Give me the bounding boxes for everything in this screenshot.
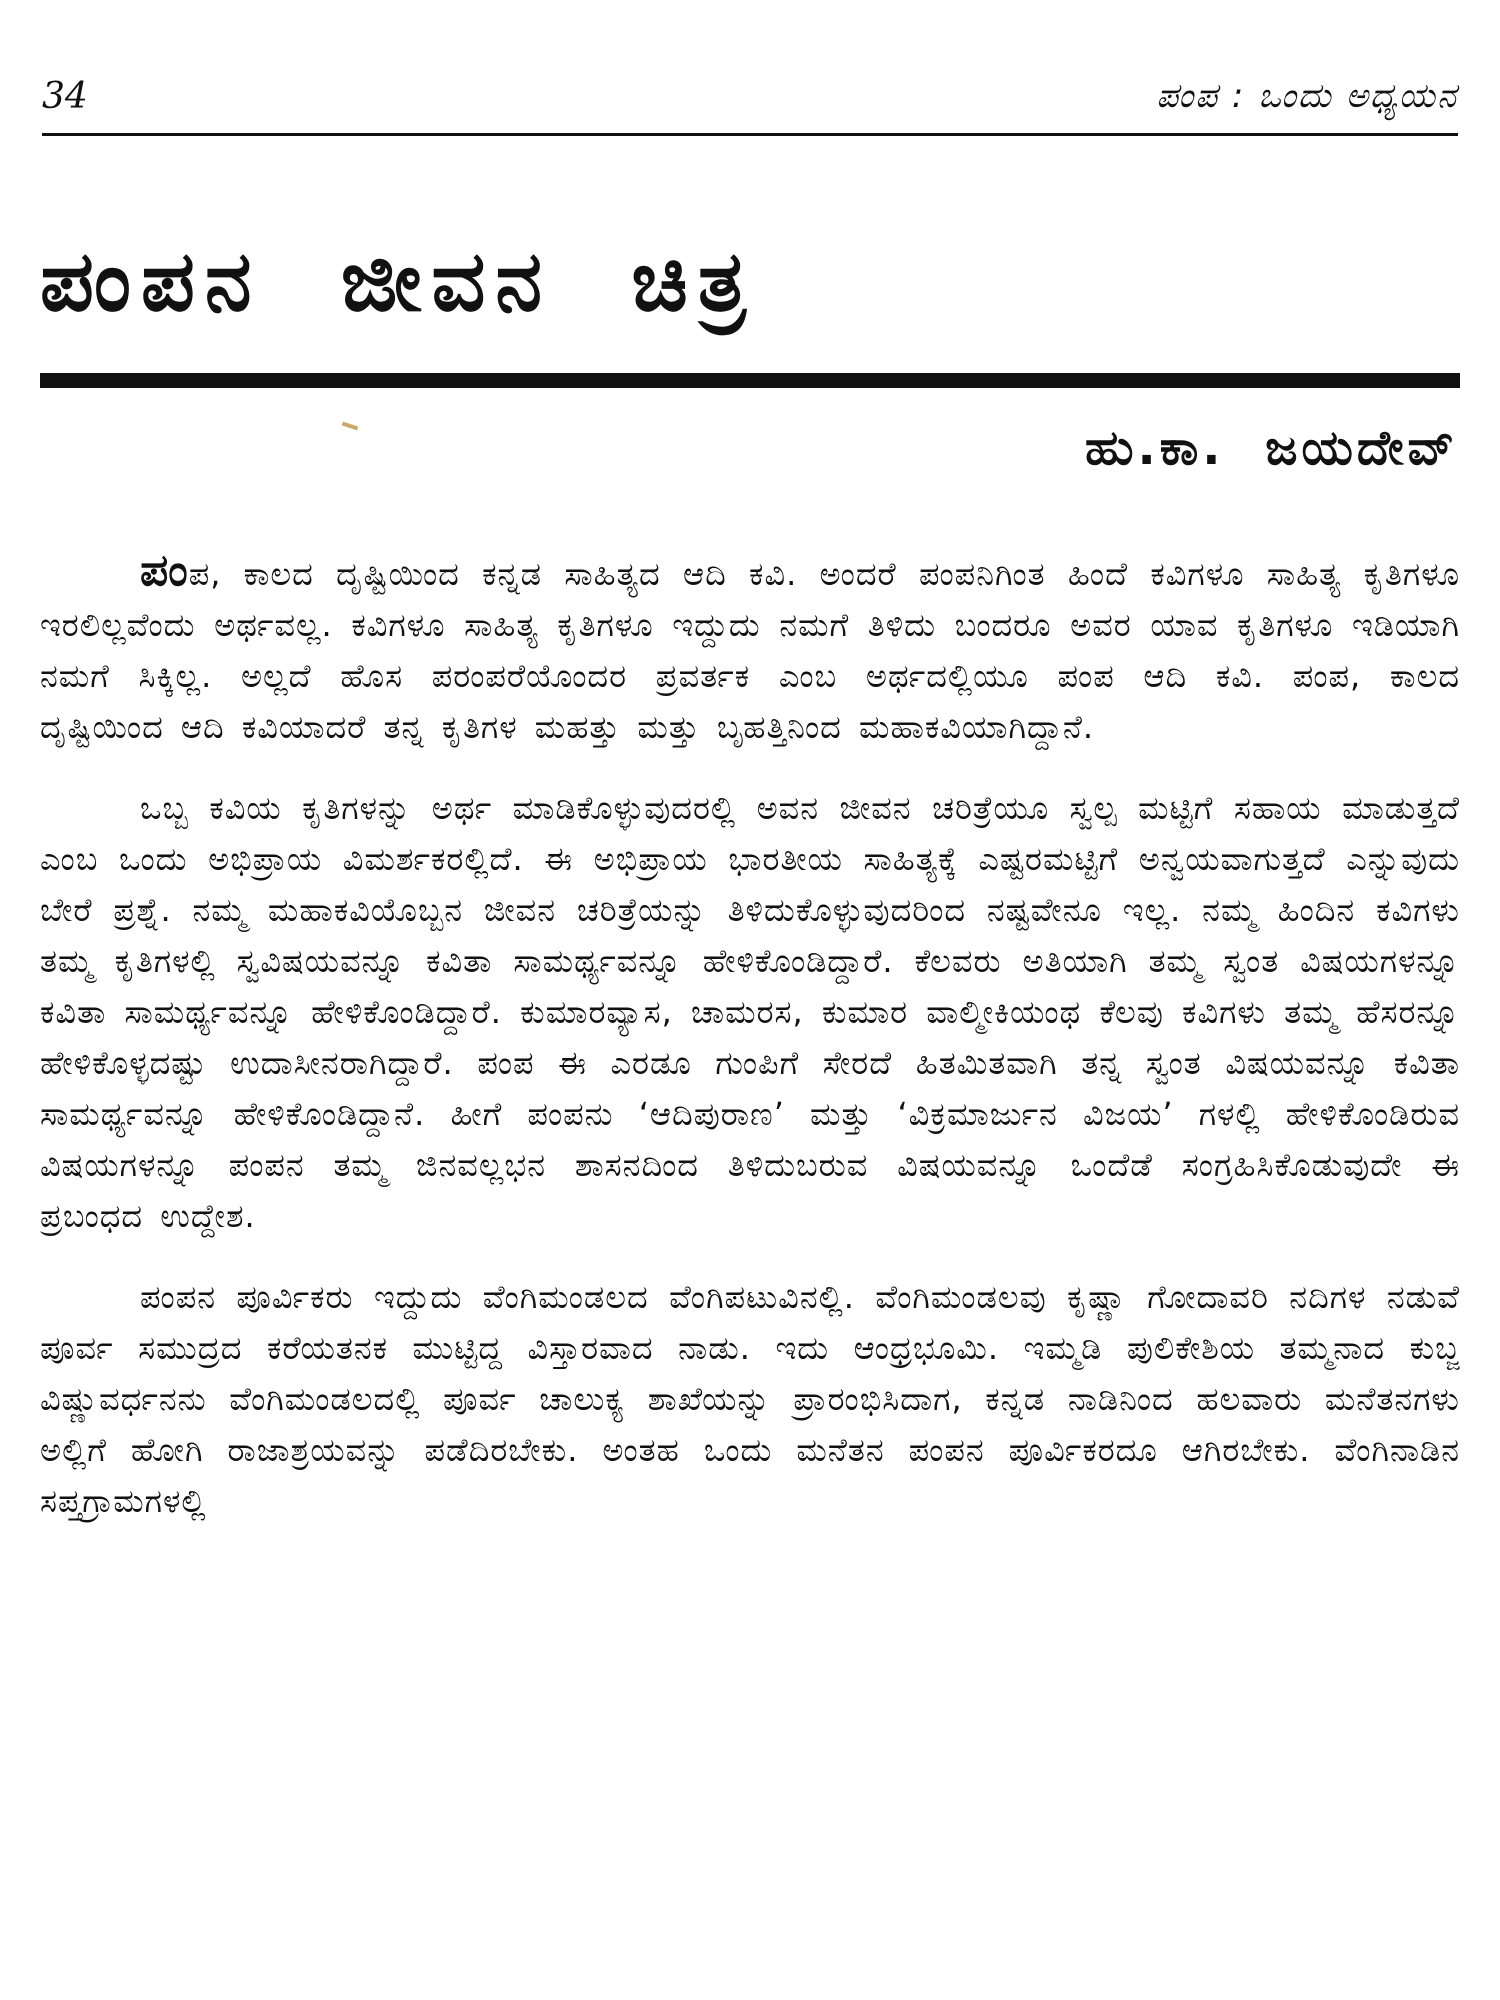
page-number: 34	[42, 76, 88, 117]
print-speck	[342, 422, 358, 431]
paragraph-2: ಒಬ್ಬ ಕವಿಯ ಕೃತಿಗಳನ್ನು ಅರ್ಥ ಮಾಡಿಕೊಳ್ಳುವುದರಲ್ಲಿ ಅವನ ಜೀವನ ಚರಿತ್ರೆಯೂ ಸ್ವಲ್ಪ ಮಟ್ಟಿಗೆ ಸಹಾಯ ಮಾಡುತ್ತದೆ ಎಂಬ ಒಂದು ಅಭಿಪ್ರಾಯ ವಿಮರ್ಶಕರಲ್ಲಿದೆ. ಈ ಅಭಿಪ್ರಾಯ ಭಾರತೀಯ ಸಾಹಿತ್ಯಕ್ಕೆ ಎಷ್ಟರಮಟ್ಟಿಗೆ ಅನ್ವಯವಾಗುತ್ತದೆ ಎನ್ನುವುದು ಬೇರೆ ಪ್ರಶ್ನೆ. ನಮ್ಮ ಮಹಾಕವಿಯೊಬ್ಬನ ಜೀವನ ಚರಿತ್ರೆಯನ್ನು ತಿಳಿದುಕೊಳ್ಳುವುದರಿಂದ ನಷ್ಟವೇನೂ ಇಲ್ಲ. ನಮ್ಮ ಹಿಂದಿನ ಕವಿಗಳು ತಮ್ಮ ಕೃತಿಗಳಲ್ಲಿ ಸ್ವವಿಷಯವನ್ನೂ ಕವಿತಾ ಸಾಮರ್ಥ್ಯವನ್ನೂ ಹೇಳಿಕೊಂಡಿದ್ದಾರೆ. ಕೆಲವರು ಅತಿಯಾಗಿ ತಮ್ಮ ಸ್ವಂತ ವಿಷಯಗಳನ್ನೂ ಕವಿತಾ ಸಾಮರ್ಥ್ಯವನ್ನೂ ಹೇಳಿಕೊಂಡಿದ್ದಾರೆ. ಕುಮಾರವ್ಯಾಸ, ಚಾಮರಸ, ಕುಮಾರ ವಾಲ್ಮೀಕಿಯಂಥ ಕೆಲವು ಕವಿಗಳು ತಮ್ಮ ಹೆಸರನ್ನೂ ಹೇಳಿಕೊಳ್ಳದಷ್ಟು ಉದಾಸೀನರಾಗಿದ್ದಾರೆ. ಪಂಪ ಈ ಎರಡೂ ಗುಂಪಿಗೆ ಸೇರದೆ ಹಿತಮಿತವಾಗಿ ತನ್ನ ಸ್ವಂತ ವಿಷಯವನ್ನೂ ಕವಿತಾ ಸಾಮರ್ಥ್ಯವನ್ನೂ ಹೇಳಿಕೊಂಡಿದ್ದಾನೆ. ಹೀಗೆ ಪಂಪನು ‘ಆದಿಪುರಾಣ’ ಮತ್ತು ‘ವಿಕ್ರಮಾರ್ಜುನ ವಿಜಯ’ ಗಳಲ್ಲಿ ಹೇಳಿಕೊಂಡಿರುವ ವಿಷಯಗಳನ್ನೂ ಪಂಪನ ತಮ್ಮ ಜಿನವಲ್ಲಭನ ಶಾಸನದಿಂದ ತಿಳಿದುಬರುವ ವಿಷಯವನ್ನೂ ಒಂದೆಡೆ ಸಂಗ್ರಹಿಸಿಕೊಡುವುದೇ ಈ ಪ್ರಬಂಧದ ಉದ್ದೇಶ.	[40, 789, 1460, 1235]
header-divider	[42, 133, 1458, 136]
running-title: ಪಂಪ : ಒಂದು ಅಧ್ಯಯನ	[1156, 76, 1458, 116]
chapter-title: ಪಂಪನ ಜೀವನ ಚಿತ್ರ	[40, 232, 756, 330]
paragraph-1-text: ಪ, ಕಾಲದ ದೃಷ್ಟಿಯಿಂದ ಕನ್ನಡ ಸಾಹಿತ್ಯದ ಆದಿ ಕವಿ. ಅಂದರೆ ಪಂಪನಿಗಿಂತ ಹಿಂದೆ ಕವಿಗಳೂ ಸಾಹಿತ್ಯ ಕೃತಿಗಳೂ ಇರಲಿಲ್ಲವೆಂದು ಅರ್ಥವಲ್ಲ. ಕವಿಗಳೂ ಸಾಹಿತ್ಯ ಕೃತಿಗಳೂ ಇದ್ದುದು ನಮಗೆ ತಿಳಿದು ಬಂದರೂ ಅವರ ಯಾವ ಕೃತಿಗಳೂ ಇಡಿಯಾಗಿ ನಮಗೆ ಸಿಕ್ಕಿಲ್ಲ. ಅಲ್ಲದೆ ಹೊಸ ಪರಂಪರೆಯೊಂದರ ಪ್ರವರ್ತಕ ಎಂಬ ಅರ್ಥದಲ್ಲಿಯೂ ಪಂಪ ಆದಿ ಕವಿ. ಪಂಪ, ಕಾಲದ ದೃಷ್ಟಿಯಿಂದ ಆದಿ ಕವಿಯಾದರೆ ತನ್ನ ಕೃತಿಗಳ ಮಹತ್ತು ಮತ್ತು ಬೃಹತ್ತಿನಿಂದ ಮಹಾಕವಿಯಾಗಿದ್ದಾನೆ.	[40, 555, 1460, 746]
paragraph-1	[40, 545, 1460, 753]
title-divider	[40, 373, 1460, 388]
running-head	[42, 70, 1458, 130]
paragraph-3: ಪಂಪನ ಪೂರ್ವಿಕರು ಇದ್ದುದು ವೆಂಗಿಮಂಡಲದ ವೆಂಗಿಪಟುವಿನಲ್ಲಿ. ವೆಂಗಿಮಂಡಲವು ಕೃಷ್ಣಾ ಗೋದಾವರಿ ನದಿಗಳ ನಡುವೆ ಪೂರ್ವ ಸಮುದ್ರದ ಕರೆಯತನಕ ಮುಟ್ಟಿದ್ದ ವಿಸ್ತಾರವಾದ ನಾಡು. ಇದು ಆಂಧ್ರಭೂಮಿ. ಇಮ್ಮಡಿ ಪುಲಿಕೇಶಿಯ ತಮ್ಮನಾದ ಕುಬ್ಜ ವಿಷ್ಣುವರ್ಧನನು ವೆಂಗಿಮಂಡಲದಲ್ಲಿ ಪೂರ್ವ ಚಾಲುಕ್ಯ ಶಾಖೆಯನ್ನು ಪ್ರಾರಂಭಿಸಿದಾಗ, ಕನ್ನಡ ನಾಡಿನಿಂದ ಹಲವಾರು ಮನೆತನಗಳು ಅಲ್ಲಿಗೆ ಹೋಗಿ ರಾಜಾಶ್ರಯವನ್ನು ಪಡೆದಿರಬೇಕು. ಅಂತಹ ಒಂದು ಮನೆತನ ಪಂಪನ ಪೂರ್ವಿಕರದೂ ಆಗಿರಬೇಕು. ವೆಂಗಿನಾಡಿನ ಸಪ್ತಗ್ರಾಮಗಳಲ್ಲಿ	[40, 1278, 1460, 1520]
author-name: ಹು.ಕಾ. ಜಯದೇವ್	[1084, 420, 1458, 476]
paragraph-1-lead: ಪಂ	[140, 545, 189, 596]
body-text	[40, 545, 1460, 1557]
